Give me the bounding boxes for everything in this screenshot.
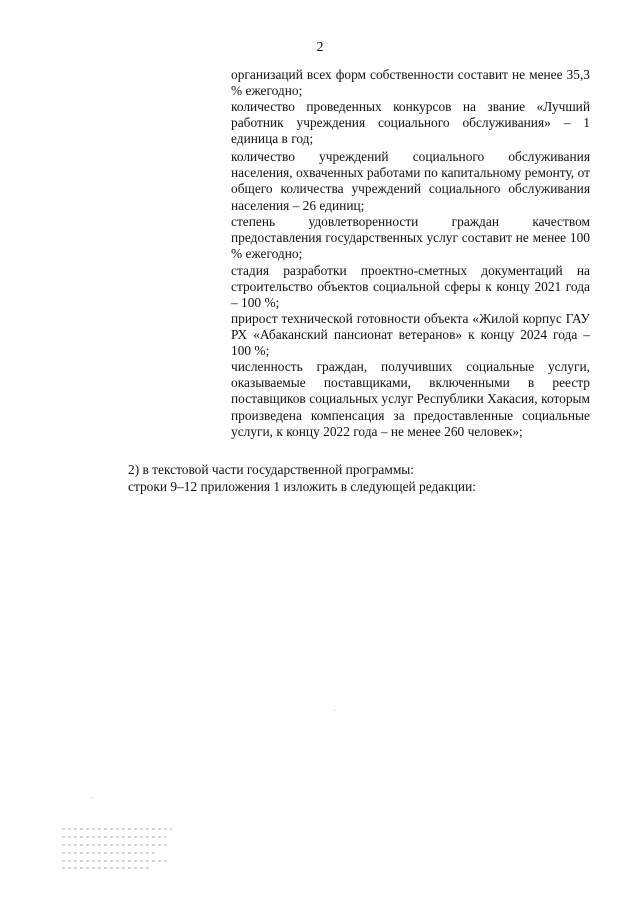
paragraph-text: степень удовлетворенности граждан качеством предоставления государственных услуг составит не менее 100 % ежегодно;	[231, 214, 590, 262]
paragraph-satisfaction	[231, 214, 590, 263]
paragraph-construction-readiness	[231, 311, 590, 360]
paragraph-text: организаций всех форм собственности составит не менее 35,3 % ежегодно;	[231, 67, 590, 99]
paragraph-capital-repair	[231, 149, 590, 214]
paragraph-text: стадия разработки проектно-сметных документаций на строительство объектов социальной сферы к концу 2021 года – 100 %;	[231, 263, 590, 311]
page-number: 2	[316, 40, 324, 55]
paragraph-ownership-share	[231, 67, 590, 99]
list-item-2: 2) в текстовой части государственной программы:	[128, 462, 415, 477]
paragraph-text: численность граждан, получивших социальные услуги, оказываемые поставщиками, включенными в реестр поставщиков социальных услуг Республики Хакасия, которым произведена компенсация за предоставленные социальные услуги, к концу 2022 года – не менее 260 человек»;	[231, 359, 590, 439]
paragraph-best-worker-contests	[231, 99, 590, 148]
paragraph-text: прирост технической готовности объекта «Жилой корпус ГАУ РХ «Абаканский пансионат ветеранов» к концу 2024 года – 100 %;	[231, 311, 590, 359]
faded-stamp-image	[62, 826, 174, 870]
scan-speck	[92, 797, 93, 798]
paragraph-design-documentation	[231, 263, 590, 312]
instruction-line: строки 9–12 приложения 1 изложить в следующей редакции:	[128, 479, 476, 494]
scan-speck	[334, 710, 335, 711]
paragraph-text: количество проведенных конкурсов на звание «Лучший работник учреждения социального обслуживания» – 1 единица в год;	[231, 99, 590, 147]
paragraph-compensated-citizens	[231, 359, 590, 440]
paragraph-text: количество учреждений социального обслуживания населения, охваченных работами по капитальному ремонту, от общего количества учреждений социального обслуживания населения – 26 единиц;	[231, 149, 590, 213]
